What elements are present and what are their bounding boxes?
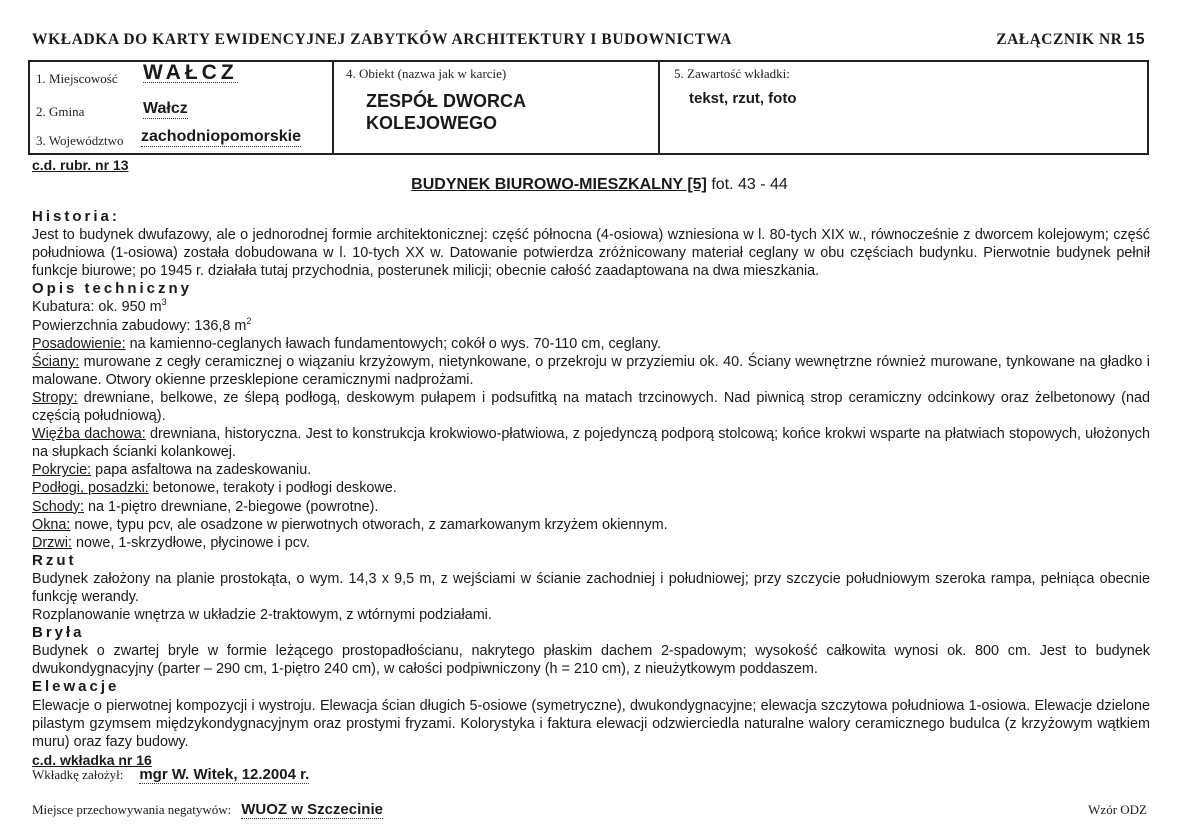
photo-reference: fot. 43 - 44: [711, 176, 788, 193]
negatives-storage: [32, 801, 383, 818]
elewacje-text: Elewacje o pierwotnej kompozycji i wystroju. Elewacja ścian długich 5-osiowe (symetryczne), dwukondygnacyjne; elewacja szczytowa południowa 1-osiowa. Elewacje dzielone pilastym gzymsem międzykondygnacyjnym oraz prostymi fryzami. Kolorystyka i faktura elewacji odzwierciedla naturalne walory ceramicznego budulca (z krzyżowym wątkiem muru) oraz fazy budowy.: [32, 697, 1150, 750]
section-headline: [0, 176, 1199, 194]
rzut-text-2: Rozplanowanie wnętrza w układzie 2-traktowym, z wtórnymi podziałami.: [32, 607, 492, 624]
document-body: [32, 208, 1150, 769]
attachment-label: ZAŁĄCZNIK NR: [996, 31, 1123, 48]
card-title: WKŁADKA DO KARTY EWIDENCYJNEJ ZABYTKÓW ARCHITEKTURY I BUDOWNICTWA: [32, 31, 733, 48]
rzut-heading: Rzut: [32, 551, 77, 569]
sciany-line: Ściany: murowane z cegły ceramicznej o wiązaniu krzyżowym, nietynkowane, o przekroju w przyziemiu ok. 40. Ściany wewnętrzne również murowane, tynkowane na gładko i malowane. Otwory okienne przesklepione ceramicznymi nadprożami.: [32, 353, 1150, 388]
box-divider: [658, 60, 660, 155]
wiezba-line: Więźba dachowa: drewniana, historyczna. Jest to konstrukcja krokwiowo-płatwiowa, z pojedynczą podporą stolcową; końce krokwi wsparte na płatwiach stopowych, ułożonych na słupkach ścianki kolankowej.: [32, 426, 1150, 461]
rzut-text: Budynek założony na planie prostokąta, o wym. 14,3 x 9,5 m, z wejściami w ścianie zachodniej i południowej; przy szczycie południowym szeroka rampa, pełniąca obecnie funkcję werandy.: [32, 570, 1150, 605]
building-title: BUDYNEK BIUROWO-MIESZKALNY [5]: [411, 176, 707, 193]
continuation-from: c.d. rubr. nr 13: [32, 157, 129, 173]
prepared-by: [32, 766, 309, 783]
contents-value: tekst, rzut, foto: [689, 90, 797, 107]
storage-value: WUOZ w Szczecinie: [241, 801, 383, 818]
municipality-label: 2. Gmina: [36, 104, 85, 119]
attachment-number-value: 15: [1126, 31, 1145, 48]
object-label: 4. Obiekt (nazwa jak w karcie): [346, 66, 507, 81]
storage-label: Miejsce przechowywania negatywów:: [32, 802, 232, 817]
prepared-label: Wkładkę założył:: [32, 767, 124, 782]
powierzchnia-line: Powierzchnia zabudowy: 136,8 $m^2$: [32, 315, 252, 334]
attachment-number: [996, 31, 1145, 49]
podlogi-line: Podłogi, posadzki: betonowe, terakoty i podłogi deskowe.: [32, 480, 397, 497]
locality-value: WAŁCZ: [143, 61, 238, 84]
object-value: ZESPÓŁ DWORCA KOLEJOWEGO: [366, 91, 526, 133]
posadowienie-line: Posadowienie: na kamienno-ceglanych ławach fundamentowych; cokół o wys. 70-110 cm, ceglany.: [32, 335, 662, 352]
template-label: Wzór ODZ: [1088, 802, 1147, 817]
stropy-line: Stropy: drewniane, belkowe, ze ślepą podłogą, deskowym pułapem i podsufitką na matach trzcinowych. Nad piwnicą strop ceramiczny odcinkowy oraz żelbetonowy (nad częścią południową).: [32, 389, 1150, 425]
continuation-to: c.d. wkładka nr 16: [32, 751, 152, 768]
contents-label: 5. Zawartość wkładki:: [674, 66, 790, 81]
kubatura-line: Kubatura: ok. 950 $m^3$: [32, 297, 167, 316]
bryla-heading: Bryła: [32, 624, 85, 642]
historia-text: Jest to budynek dwufazowy, ale o jednorodnej formie architektonicznej: część północna (4-osiowa) wzniesiona w l. 80-tych XIX w., równocześnie z dworcem kolejowym; część południowa (1-osiowa) została dobudowana w l. 10-tych XX w. Datowanie potwierdza zróżnicowany materiał ceglany w obu częściach budynku. Pierwotnie budynek pełnił funkcje biurowe; po 1945 r. działała tutaj przychodnia, posterunek milicji; obecnie całość zaadaptowana na dwa mieszkania.: [32, 227, 1150, 280]
schody-line: Schody: na 1-piętro drewniane, 2-biegowe (powrotne).: [32, 498, 379, 515]
pokrycie-line: Pokrycie: papa asfaltowa na zadeskowaniu.: [32, 462, 312, 479]
bryla-text: Budynek o zwartej bryle w formie leżącego prostopadłościanu, nakrytego płaskim dachem 2-spadowym; wysokość całkowita wynosi ok. 800 cm. Jest to budynek dwukondygnacyjny (parter – 290 cm, 1-piętro 240 cm), w całości podpiwniczony (h = 210 cm), z nieużytkowym poddaszem.: [32, 643, 1150, 678]
locality-label: 1. Miejscowość: [36, 71, 118, 86]
elewacje-heading: Elewacje: [32, 678, 120, 696]
drzwi-line: Drzwi: nowe, 1-skrzydłowe, płycinowe i pcv.: [32, 534, 311, 551]
voivodeship-label: 3. Województwo: [36, 133, 124, 148]
historia-heading: Historia:: [32, 208, 120, 225]
voivodeship-value: zachodniopomorskie: [141, 128, 302, 145]
okna-line: Okna: nowe, typu pcv, ale osadzone w pierwotnych otworach, z zamarkowanym krzyżem okiennym.: [32, 516, 668, 533]
opis-heading: Opis techniczny: [32, 280, 193, 298]
prepared-value: mgr W. Witek, 12.2004 r.: [139, 766, 310, 783]
box-divider: [332, 60, 334, 155]
municipality-value: Wałcz: [143, 100, 188, 117]
